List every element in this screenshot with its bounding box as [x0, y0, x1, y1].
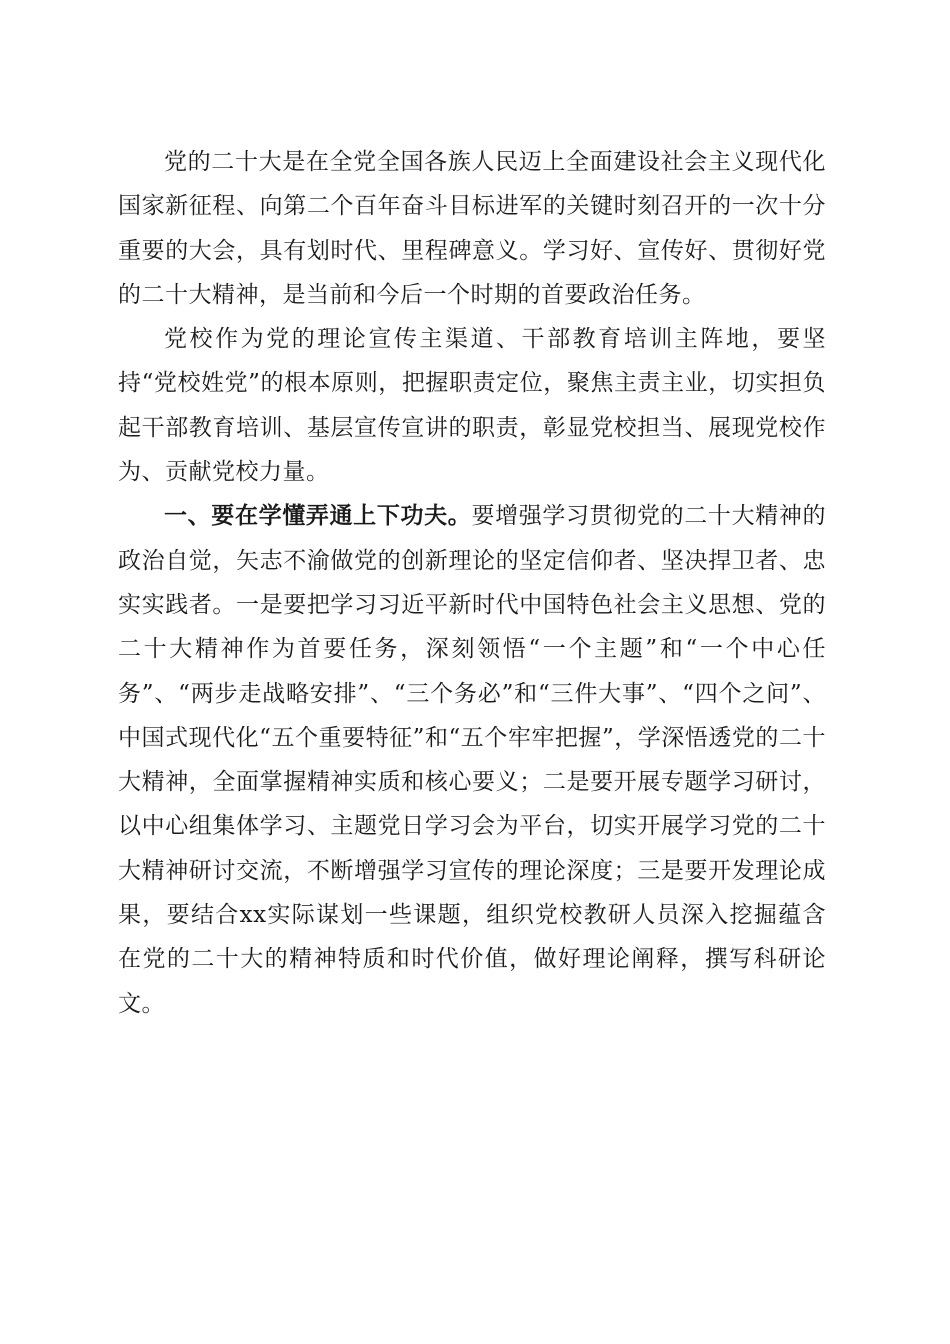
- paragraph-party-school: 党校作为党的理论宣传主渠道、干部教育培训主阵地，要坚持“党校姓党”的根本原则，把握职责定位，聚焦主责主业，切实担负起干部教育培训、基层宣传宣讲的职责，彰显党校担当、展现党校作为、贡献党校力量。: [118, 326, 826, 486]
- section-heading: 一、要在学懂弄通上下功夫。: [164, 503, 472, 530]
- document-body: [118, 140, 826, 1026]
- paragraph-intro: 党的二十大是在全党全国各族人民迈上全面建设社会主义现代化国家新征程、向第二个百年奋斗目标进军的关键时刻召开的一次十分重要的大会，具有划时代、里程碑意义。学习好、宣传好、贯彻好党的二十大精神，是当前和今后一个时期的首要政治任务。: [118, 149, 826, 308]
- paragraph-section-one: [118, 494, 826, 1026]
- section-body: 要增强学习贯彻党的二十大精神的政治自觉，矢志不渝做党的创新理论的坚定信仰者、坚决捍卫者、忠实实践者。一是要把学习习近平新时代中国特色社会主义思想、党的二十大精神作为首要任务，深刻领悟“一个主题”和“一个中心任务”、“两步走战略安排”、“三个务必”和“三件大事”、“四个之问”、中国式现代化“五个重要特征”和“五个牢牢把握”，学深悟透党的二十大精神，全面掌握精神实质和核心要义；二是要开展专题学习研讨，以中心组集体学习、主题党日学习会为平台，切实开展学习党的二十大精神研讨交流，不断增强学习宣传的理论深度；三是要开发理论成果，要结合xx实际谋划一些课题，组织党校教研人员深入挖掘蕴含在党的二十大的精神特质和时代价值，做好理论阐释，撰写科研论文。: [118, 503, 827, 1017]
